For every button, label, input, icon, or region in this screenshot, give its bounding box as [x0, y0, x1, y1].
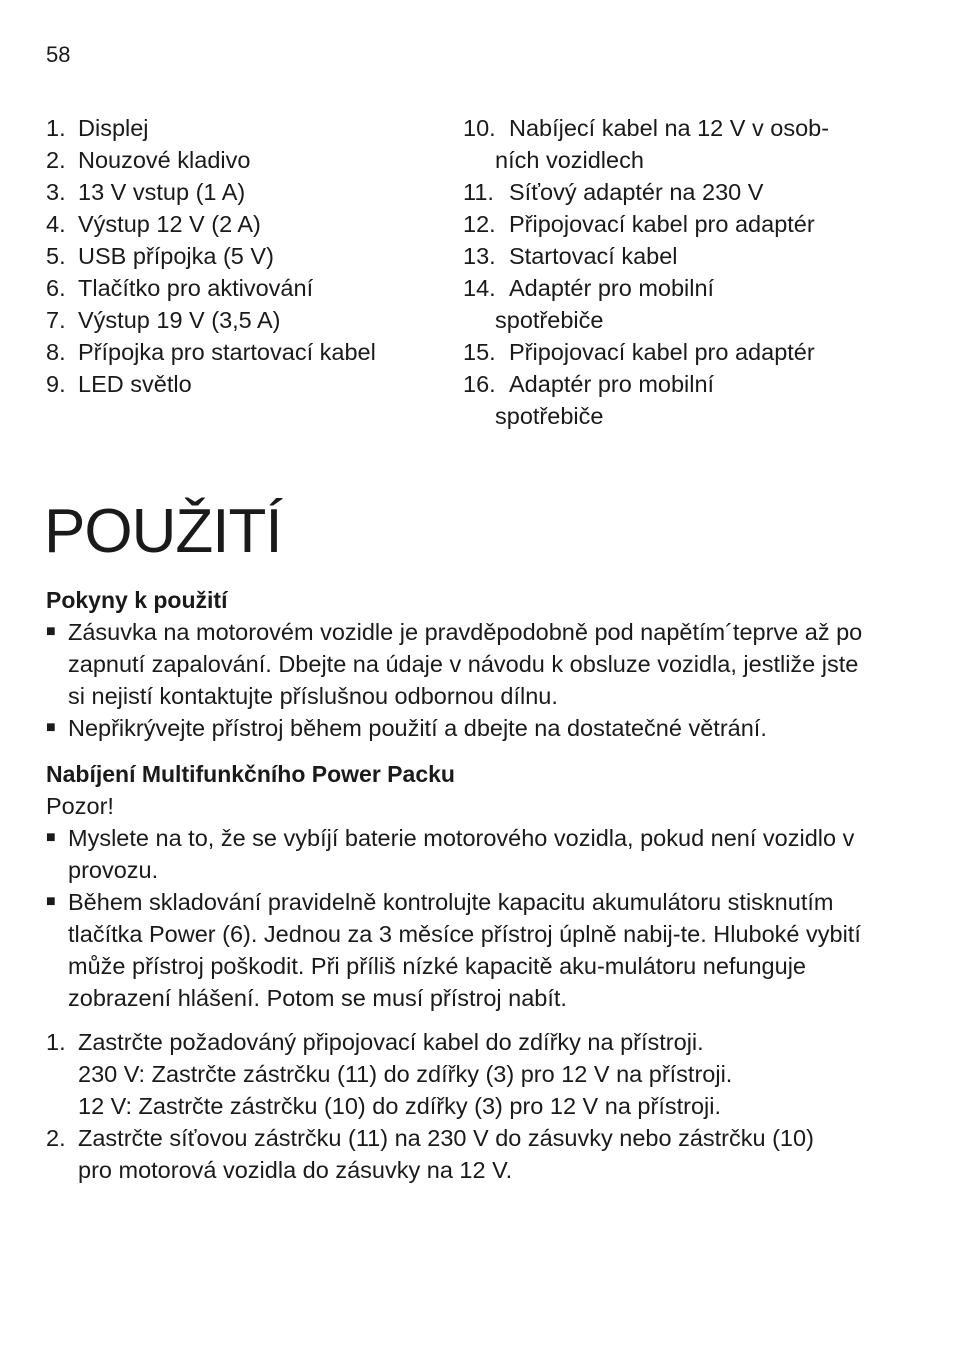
item-number: 13. [463, 243, 496, 269]
list-item [463, 176, 923, 208]
item-text: Nouzové kladivo [78, 147, 251, 173]
list-item [46, 336, 446, 368]
charging-bullets [46, 822, 876, 1014]
list-item [46, 272, 446, 304]
item-number: 4. [46, 211, 66, 237]
item-text-continued: spotřebiče [495, 403, 604, 429]
bullet-item [46, 886, 876, 1014]
item-number: 7. [46, 307, 66, 333]
item-number: 14. [463, 275, 496, 301]
list-item [46, 368, 446, 400]
bullet-item [46, 822, 876, 886]
bullet-text: Zásuvka na motorovém vozidle je pravděpodobně pod napětím´teprve až po zapnutí zapalování. Dbejte na údaje v návodu k obsluze vozidla, jestliže jste si nejistí kontaktujte příslušnou odbornou dílnu. [68, 619, 863, 709]
item-text: USB přípojka (5 V) [78, 243, 274, 269]
item-number: 10. [463, 115, 496, 141]
item-text: Výstup 12 V (2 A) [78, 211, 261, 237]
item-number: 11. [463, 179, 494, 205]
item-number: 5. [46, 243, 66, 269]
list-item [463, 368, 923, 432]
item-text-continued: spotřebiče [495, 307, 604, 333]
bullet-item [46, 712, 876, 744]
item-text: Nabíjecí kabel na 12 V v osob- [509, 115, 830, 141]
item-text: Síťový adaptér na 230 V [509, 179, 764, 205]
charging-heading: Nabíjení Multifunkčního Power Packu [46, 761, 455, 787]
item-number: 2. [46, 147, 66, 173]
list-item [46, 208, 446, 240]
item-text: Přípojka pro startovací kabel [78, 339, 376, 365]
usage-heading: Pokyny k použití [46, 587, 228, 613]
item-text: Displej [78, 115, 149, 141]
item-number: 8. [46, 339, 66, 365]
item-text: Připojovací kabel pro adaptér [509, 211, 815, 237]
list-item [46, 240, 446, 272]
bullet-icon: ■ [46, 719, 56, 736]
parts-list-left [46, 112, 446, 400]
parts-list-right [463, 112, 923, 432]
item-text: Adaptér pro mobilní [509, 275, 715, 301]
item-text-continued: ních vozidlech [495, 147, 644, 173]
list-item [46, 112, 446, 144]
item-number: 15. [463, 339, 496, 365]
step-line: Zastrčte požadováný připojovací kabel do zdířky na přístroji. [78, 1029, 704, 1055]
step-item [46, 1026, 876, 1122]
bullet-text: Během skladování pravidelně kontrolujte kapacitu akumulátoru stisknutím tlačítka Power (6). Jednou za 3 měsíce přístroj úplně nabij-te. Hluboké vybití může přístroj poškodit. Při příliš nízké kapacitě aku-mulátoru nefunguje zobrazení hlášení. Potom se musí přístroj nabít. [68, 889, 861, 1011]
step-number: 2. [46, 1125, 66, 1151]
list-item [463, 240, 923, 272]
item-text: Adaptér pro mobilní [509, 371, 715, 397]
usage-content [46, 584, 876, 1186]
list-item [463, 208, 923, 240]
bullet-text: Nepřikrývejte přístroj během použití a dbejte na dostatečné větrání. [68, 715, 767, 741]
item-number: 3. [46, 179, 66, 205]
step-line: pro motorová vozidla do zásuvky na 12 V. [78, 1157, 513, 1183]
item-text: 13 V vstup (1 A) [78, 179, 246, 205]
step-line: 230 V: Zastrčte zástrčku (11) do zdířky (3) pro 12 V na přístroji. [78, 1061, 733, 1087]
bullet-text: Myslete na to, že se vybíjí baterie motorového vozidla, pokud není vozidlo v provozu. [68, 825, 855, 883]
list-item [463, 336, 923, 368]
item-number: 1. [46, 115, 66, 141]
bullet-icon: ■ [46, 829, 56, 846]
item-text: Výstup 19 V (3,5 A) [78, 307, 281, 333]
bullet-icon: ■ [46, 623, 56, 640]
page-number: 58 [46, 42, 71, 67]
usage-bullets [46, 616, 876, 744]
step-line: 12 V: Zastrčte zástrčku (10) do zdířky (3) pro 12 V na přístroji. [78, 1093, 722, 1119]
item-number: 12. [463, 211, 496, 237]
charging-note: Pozor! [46, 793, 114, 819]
step-number: 1. [46, 1029, 66, 1055]
list-item [46, 304, 446, 336]
list-item [46, 144, 446, 176]
bullet-icon: ■ [46, 893, 56, 910]
item-number: 16. [463, 371, 496, 397]
charging-steps [46, 1026, 876, 1186]
step-item [46, 1122, 876, 1186]
list-item [463, 112, 923, 176]
item-number: 9. [46, 371, 66, 397]
list-item [463, 272, 923, 336]
list-item [46, 176, 446, 208]
item-text: Tlačítko pro aktivování [78, 275, 314, 301]
step-line: Zastrčte síťovou zástrčku (11) na 230 V do zásuvky nebo zástrčku (10) [78, 1125, 814, 1151]
item-text: Startovací kabel [509, 243, 678, 269]
item-text: LED světlo [78, 371, 192, 397]
section-title: POUŽITÍ [44, 497, 282, 566]
bullet-item [46, 616, 876, 712]
item-number: 6. [46, 275, 66, 301]
item-text: Připojovací kabel pro adaptér [509, 339, 815, 365]
